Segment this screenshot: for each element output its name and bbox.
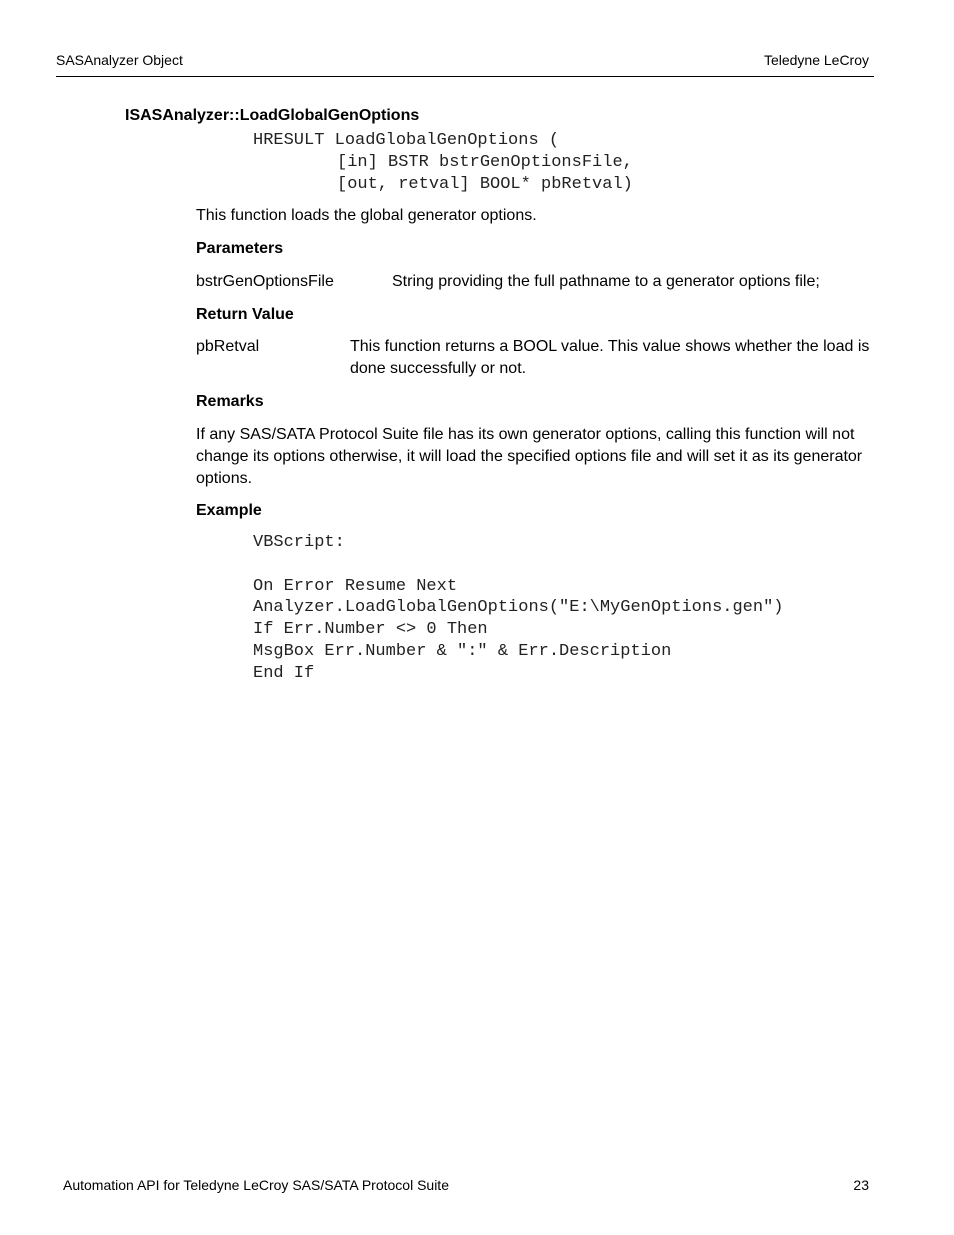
signature-line: [out, retval] BOOL* pbRetval) bbox=[337, 175, 633, 194]
page-header bbox=[56, 52, 874, 77]
footer-document-title: Automation API for Teledyne LeCroy SAS/SATA Protocol Suite bbox=[63, 1177, 449, 1193]
code-line: Analyzer.LoadGlobalGenOptions("E:\MyGenOptions.gen") bbox=[253, 598, 784, 618]
code-line: VBScript: bbox=[253, 533, 345, 552]
header-company: Teledyne LeCroy bbox=[763, 52, 869, 68]
page-number: 23 bbox=[853, 1177, 869, 1193]
method-heading: ISASAnalyzer::LoadGlobalGenOptions bbox=[125, 107, 420, 124]
parameter-name: bstrGenOptionsFile bbox=[196, 273, 334, 290]
code-line: End If bbox=[253, 663, 315, 683]
remarks-text: If any SAS/SATA Protocol Suite file has its own generator options, calling this function will not change its options otherwise, it will load the specified options file and will set it as its generator options. bbox=[196, 426, 863, 487]
parameters-heading: Parameters bbox=[196, 240, 284, 257]
return-value-description: This function returns a BOOL value. This value shows whether the load is done successfully or not. bbox=[350, 338, 870, 377]
method-description: This function loads the global generator options. bbox=[196, 207, 537, 224]
return-value-name: pbRetval bbox=[196, 338, 260, 355]
remarks-heading: Remarks bbox=[196, 393, 264, 410]
example-heading: Example bbox=[196, 502, 262, 519]
code-line: MsgBox Err.Number & ":" & Err.Description bbox=[253, 641, 672, 661]
code-line: On Error Resume Next bbox=[253, 576, 458, 596]
header-section-title: SASAnalyzer Object bbox=[56, 52, 183, 68]
example-code-block bbox=[253, 532, 784, 685]
parameter-description: String providing the full pathname to a generator options file; bbox=[392, 273, 820, 290]
code-line: If Err.Number <> 0 Then bbox=[253, 620, 488, 640]
signature-line: [in] BSTR bstrGenOptionsFile, bbox=[337, 153, 633, 172]
code-line bbox=[253, 554, 784, 576]
return-value-heading: Return Value bbox=[196, 306, 294, 323]
signature-line: HRESULT LoadGlobalGenOptions ( bbox=[253, 131, 560, 150]
